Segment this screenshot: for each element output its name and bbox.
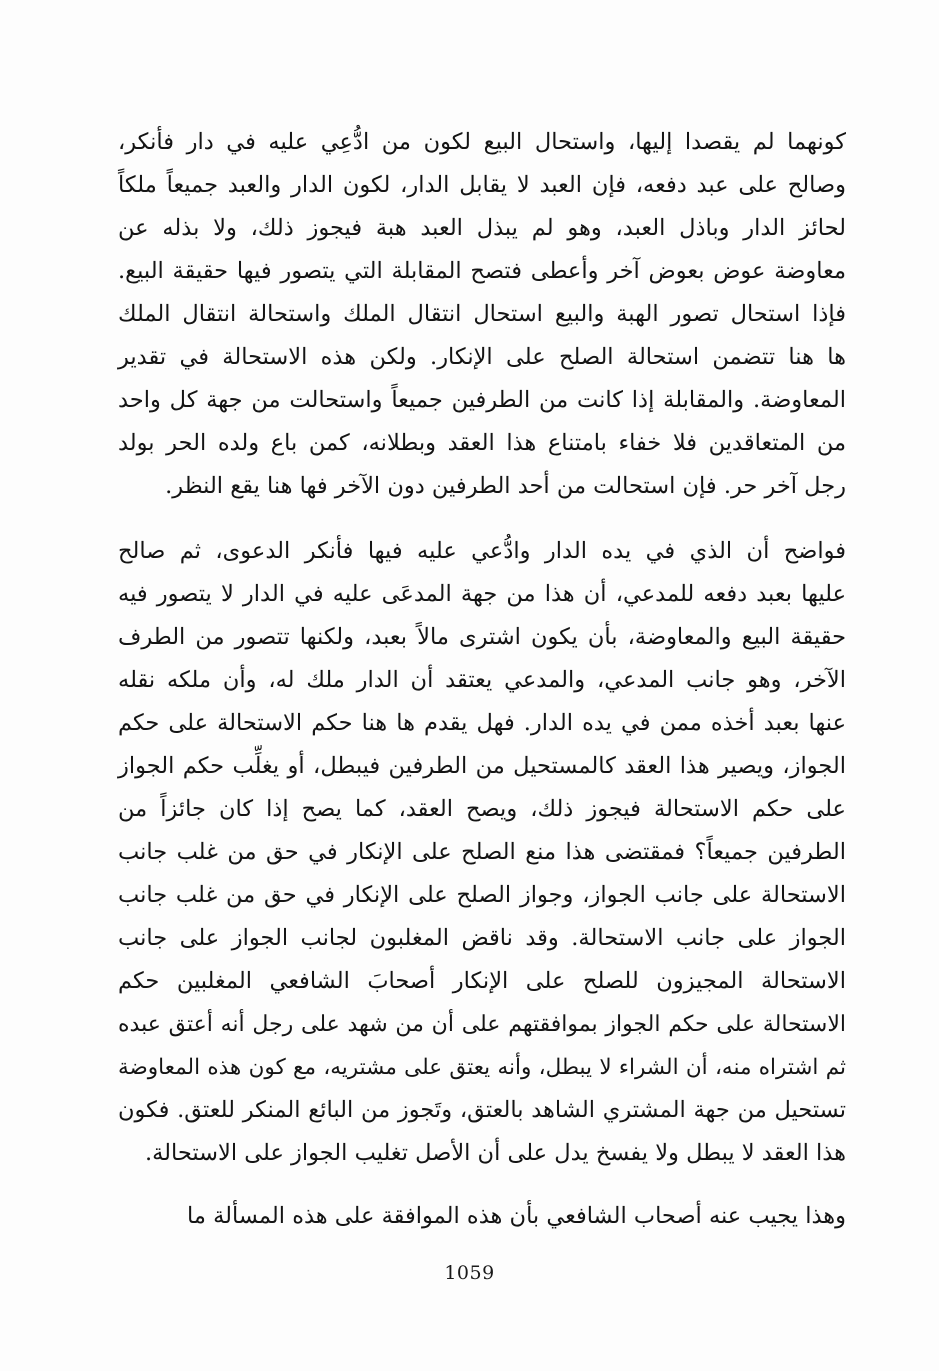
text-line: الاستحالة على جانب الجواز، وجواز الصلح على الإنكار في حق من غلب جانب (118, 882, 846, 908)
text-line: من المتعاقدين فلا خفاء بامتناع هذا العقد وبطلانه، كمن باع ولده الحر بولد (118, 430, 846, 456)
text-line: هذا العقد لا يبطل ولا يفسخ يدل على أن الأصل تغليب الجواز على الاستحالة. (144, 1140, 846, 1166)
text-line: على حكم الاستحالة فيجوز ذلك، ويصح العقد، كما يصح إذا كان جائزاً من (118, 796, 846, 822)
text-line: رجل آخر حر. فإن استحالت من أحد الطرفين دون الآخر فها هنا يقع النظر. (165, 473, 846, 499)
text-line: تستحيل من جهة المشتري الشاهد بالعتق، وتَجوز من البائع المنكر للعتق. فكون (118, 1097, 846, 1123)
text-line: ها هنا تتضمن استحالة الصلح على الإنكار. ولكن هذه الاستحالة في تقدير (118, 344, 846, 370)
page-number: 1059 (444, 1262, 495, 1284)
text-line: فواضح أن الذي في يده الدار وادُّعي عليه فيها فأنكر الدعوى، ثم صالح (118, 538, 846, 564)
paragraph-3 (118, 1195, 846, 1238)
text-line: ثم اشتراه منه، أن الشراء لا يبطل، وأنه يعتق على مشتريه، مع كون هذه المعاوضة (118, 1055, 846, 1080)
text-line: فإذا استحال تصور الهبة والبيع استحال انتقال الملك واستحالة انتقال الملك (118, 301, 846, 327)
text-line: الآخر، وهو جانب المدعي، والمدعي يعتقد أن الدار ملك له، وأن ملكه نقله (118, 667, 846, 693)
text-line: عليها بعبد دفعه للمدعي، أن هذا من جهة المدعَى عليه في الدار لا يتصور فيه (118, 581, 846, 607)
text-line: حقيقة البيع والمعاوضة، بأن يكون اشترى مالاً بعبد، ولكنها تتصور من الطرف (118, 624, 846, 650)
text-line: عنها بعبد أخذه ممن في يده الدار. فهل يقدم ها هنا حكم الاستحالة على حكم (118, 710, 846, 736)
text-line: الاستحالة على حكم الجواز بموافقتهم على أن من شهد على رجل أنه أعتق عبده (118, 1012, 846, 1037)
paragraph-2 (118, 530, 846, 1175)
text-line: المعاوضة. والمقابلة إذا كانت من الطرفين جميعاً واستحالت من جهة كل واحد (118, 387, 846, 413)
text-line: لحائز الدار وباذل العبد، وهو لم يبذل العبد هبة فيجوز ذلك، ولا بذله عن (118, 215, 846, 241)
text-line: الجواز على جانب الاستحالة. وقد ناقض المغلبون لجانب الجواز على جانب (118, 925, 846, 951)
text-line: الاستحالة المجيزون للصلح على الإنكار أصحابَ الشافعي المغلبين حكم (118, 968, 846, 994)
text-line: وصالح على عبد دفعه، فإن العبد لا يقابل الدار، لكون الدار والعبد جميعاً ملكاً (118, 172, 846, 198)
text-line: معاوضة عوض بعوض آخر وأعطى فتصح المقابلة التي يتصور فيها حقيقة البيع. (118, 258, 846, 284)
text-line: وهذا يجيب عنه أصحاب الشافعي بأن هذه الموافقة على هذه المسألة ما (187, 1203, 846, 1229)
text-line: الجواز، ويصير هذا العقد كالمستحيل من الطرفين فيبطل، أو يغلِّب حكم الجواز (118, 753, 846, 779)
paragraph-1 (118, 121, 846, 508)
text-line: كونهما لم يقصدا إليها، واستحال البيع لكون من ادُّعِي عليه في دار فأنكر، (118, 129, 846, 155)
text-line: الطرفين جميعاً؟ فمقتضى هذا منع الصلح على الإنكار في حق من غلب جانب (118, 839, 846, 865)
